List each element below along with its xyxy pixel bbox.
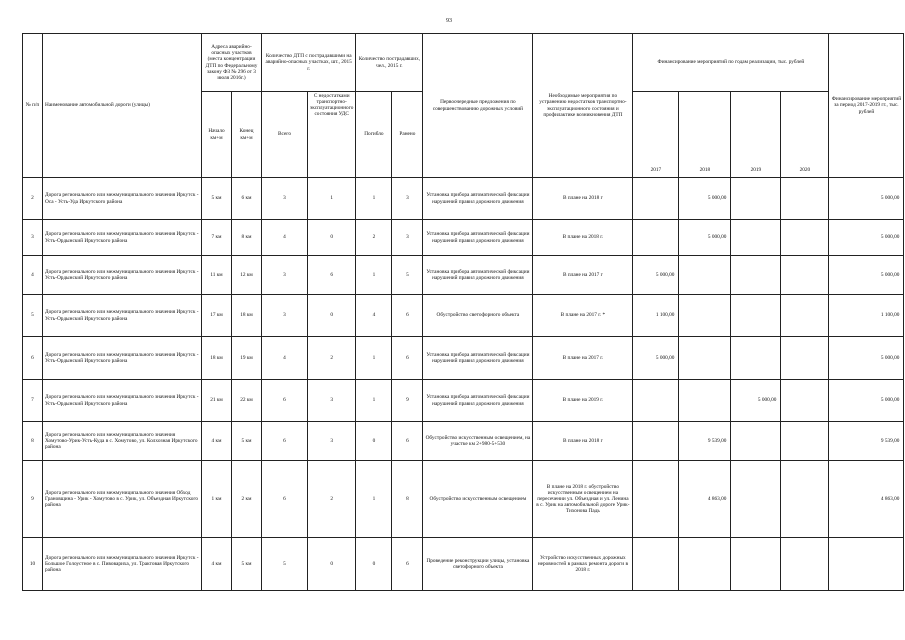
row-financing-2020 [781,295,829,337]
row-accidents-udc: 3 [308,422,356,461]
row-proposal: Проведение реконструкции улицы, установка светофорного объекта [423,538,533,591]
row-financing-2020 [781,380,829,422]
row-start-km: 4 км [202,538,232,591]
row-financing-total: 1 100,00 [829,295,904,337]
row-end-km: 12 км [232,256,262,295]
row-proposal: Обустройство искусственным освещением [423,461,533,538]
table-row [23,422,904,461]
row-killed: 1 [356,256,392,295]
row-injured: 3 [392,220,423,256]
row-financing-2018 [679,256,731,295]
row-accidents-total: 6 [262,380,308,422]
row-injured: 8 [392,461,423,538]
row-end-km: 18 км [232,295,262,337]
row-start-km: 18 км [202,337,232,380]
header-start-km: Начало км+м [202,92,232,178]
row-killed: 2 [356,220,392,256]
row-financing-2017 [633,380,679,422]
row-end-km: 2 км [232,461,262,538]
row-road-name: Дорога регионального или межмуниципального значения Иркутск - Усть-Ордынский Иркутского района [43,220,202,256]
row-num: 6 [23,337,43,380]
row-road-name: Дорога регионального или межмуниципального значения Иркутск - Усть-Ордынский Иркутского района [43,256,202,295]
row-num: 4 [23,256,43,295]
row-injured: 3 [392,178,423,220]
row-financing-2019 [731,256,781,295]
row-killed: 1 [356,461,392,538]
header-year-2019: 2019 [731,92,781,178]
row-start-km: 17 км [202,295,232,337]
row-accidents-total: 4 [262,220,308,256]
row-financing-2020 [781,337,829,380]
row-num: 2 [23,178,43,220]
row-financing-2017 [633,422,679,461]
row-num: 7 [23,380,43,422]
row-road-name: Дорога регионального или межмуниципального значения Хомутово-Урик-Усть-Куда в с. Хомутово, ул. Колхозная Иркутского района [43,422,202,461]
row-financing-2019 [731,422,781,461]
row-start-km: 7 км [202,220,232,256]
row-financing-2019 [731,220,781,256]
row-financing-total: 5 000,00 [829,178,904,220]
row-killed: 1 [356,380,392,422]
row-financing-total [829,538,904,591]
header-victims: Количество пострадавших, чел., 2015 г. [356,34,423,92]
row-financing-2019: 5 000,00 [731,380,781,422]
row-accidents-total: 6 [262,461,308,538]
row-accidents-udc: 2 [308,337,356,380]
row-end-km: 5 км [232,422,262,461]
row-financing-2018: 5 000,00 [679,178,731,220]
row-measure: В плане на 2017 г. * [533,295,633,337]
row-accidents-udc: 0 [308,295,356,337]
row-financing-2018: 5 000,00 [679,220,731,256]
table-row [23,256,904,295]
row-accidents-total: 6 [262,422,308,461]
row-end-km: 22 км [232,380,262,422]
row-proposal: Обустройство искусственным освещением, на участке км 2+980-5+530 [423,422,533,461]
header-measures: Необходимые мероприятия по устранению недостатков транспортно-эксплуатационного состояния и профилактике возникновения ДТП [533,34,633,178]
row-financing-2018 [679,337,731,380]
row-num: 5 [23,295,43,337]
row-injured: 6 [392,538,423,591]
header-injured: Ранено [392,92,423,178]
row-road-name: Дорога регионального или межмуниципального значения Иркутск - Оса - Усть-Уда Иркутского района [43,178,202,220]
row-financing-total: 9 539,00 [829,422,904,461]
header-financing-total: Финансирование мероприятий за период 2017-2019 гг., тыс. рублей [829,34,904,178]
row-measure: В плане на 2018 г [533,422,633,461]
row-accidents-total: 3 [262,256,308,295]
row-measure: Устройство искусственных дорожных неровностей в рамках ремонта дороги в 2018 г. [533,538,633,591]
row-financing-2020 [781,538,829,591]
row-killed: 0 [356,538,392,591]
row-num: 10 [23,538,43,591]
row-num: 8 [23,422,43,461]
row-financing-2018: 9 539,00 [679,422,731,461]
row-accidents-udc: 1 [308,178,356,220]
row-road-name: Дорога регионального или межмуниципального значения Иркутск - Усть-Ордынский Иркутского района [43,380,202,422]
row-measure: В плане на 2018 г [533,178,633,220]
row-measure: В плане на 2018 г. [533,220,633,256]
header-accidents-total: Всего [262,92,308,178]
row-road-name: Дорога регионального или межмуниципального значения Иркутск - Усть-Ордынский Иркутского района [43,295,202,337]
row-killed: 1 [356,337,392,380]
row-end-km: 6 км [232,178,262,220]
row-measure: В плане на 2017 г. [533,337,633,380]
row-measure: В плане на 2019 г. [533,380,633,422]
row-accidents-udc: 3 [308,380,356,422]
row-start-km: 4 км [202,422,232,461]
row-road-name: Дорога регионального или межмуниципального значения Обход Грановщина - Урик - Хомутово в с. Урик, ул. Объездная Иркутского района [43,461,202,538]
row-num: 3 [23,220,43,256]
row-financing-total: 5 000,00 [829,380,904,422]
row-financing-2019 [731,461,781,538]
row-num: 9 [23,461,43,538]
row-financing-total: 5 000,00 [829,337,904,380]
header-accidents: Количество ДТП с пострадавшими на аварийно-опасных участках, шт., 2015 г. [262,34,356,92]
row-proposal: Установка прибора автоматической фиксации нарушений правил дорожного движения [423,256,533,295]
row-accidents-udc: 6 [308,256,356,295]
table-row [23,538,904,591]
row-injured: 6 [392,422,423,461]
row-accidents-total: 3 [262,178,308,220]
table-row [23,295,904,337]
row-financing-2020 [781,256,829,295]
row-killed: 4 [356,295,392,337]
header-accidents-udc: С недостатками транспортно-эксплуатационного состояния УДС [308,92,356,178]
row-start-km: 11 км [202,256,232,295]
row-end-km: 8 км [232,220,262,256]
row-accidents-total: 4 [262,337,308,380]
row-killed: 0 [356,422,392,461]
row-start-km: 5 км [202,178,232,220]
header-financing: Финансирование мероприятий по годам реализации, тыс. рублей [633,34,829,92]
row-end-km: 5 км [232,538,262,591]
table-row [23,380,904,422]
row-proposal: Установка прибора автоматической фиксации нарушений правил дорожного движения [423,220,533,256]
row-killed: 1 [356,178,392,220]
row-financing-2017 [633,178,679,220]
row-financing-2017 [633,220,679,256]
row-financing-total: 5 000,00 [829,220,904,256]
row-financing-2019 [731,295,781,337]
header-year-2020: 2020 [781,92,829,178]
row-financing-2017: 5 000,00 [633,337,679,380]
header-year-2018: 2018 [679,92,731,178]
row-financing-2020 [781,178,829,220]
header-killed: Погибло [356,92,392,178]
row-financing-2018 [679,295,731,337]
row-financing-2017 [633,461,679,538]
row-accidents-udc: 2 [308,461,356,538]
row-road-name: Дорога регионального или межмуниципального значения Иркутск - Усть-Ордынский Иркутского района [43,337,202,380]
row-financing-2020 [781,461,829,538]
row-financing-2018 [679,538,731,591]
table-row [23,337,904,380]
header-year-2017: 2017 [633,92,679,178]
row-financing-2020 [781,220,829,256]
row-financing-total: 4 863,00 [829,461,904,538]
road-safety-table [22,33,904,591]
row-financing-2019 [731,337,781,380]
row-financing-total: 5 000,00 [829,256,904,295]
table-row [23,220,904,256]
table-row [23,178,904,220]
row-financing-2020 [781,422,829,461]
row-financing-2019 [731,178,781,220]
row-financing-2018 [679,380,731,422]
header-end-km: Конец км+м [232,92,262,178]
row-injured: 6 [392,337,423,380]
row-financing-2017: 5 000,00 [633,256,679,295]
row-proposal: Установка прибора автоматической фиксации нарушений правил дорожного движения [423,337,533,380]
row-start-km: 1 км [202,461,232,538]
row-injured: 9 [392,380,423,422]
row-financing-2017 [633,538,679,591]
row-injured: 6 [392,295,423,337]
row-accidents-total: 5 [262,538,308,591]
row-proposal: Установка прибора автоматической фиксации нарушений правил дорожного движения [423,380,533,422]
row-measure: В плане на 2018 г. обустройство искусственным освещением на пересечении ул. Объездная и ул. Ленина в с. Урик на автомобильной дороге Урик-Тихонова Падь [533,461,633,538]
table-row [23,461,904,538]
row-start-km: 21 км [202,380,232,422]
row-proposal: Установка прибора автоматической фиксации нарушений правил дорожного движения [423,178,533,220]
header-primary-proposals: Первоочередные предложения по совершенствованию дорожных условий [423,34,533,178]
page-number: 93 [446,18,452,24]
row-injured: 5 [392,256,423,295]
header-num: № п/п [23,34,43,178]
row-financing-2018: 4 863,00 [679,461,731,538]
header-road-name: Наименование автомобильной дороги (улицы) [43,34,202,178]
row-proposal: Обустройство светофорного объекта [423,295,533,337]
row-financing-2019 [731,538,781,591]
row-end-km: 19 км [232,337,262,380]
row-measure: В плане на 2017 г [533,256,633,295]
row-accidents-udc: 0 [308,538,356,591]
row-financing-2017: 1 100,00 [633,295,679,337]
header-addresses: Адреса аварийно-опасных участков (места концентрации ДТП по Федеральному закону ФЗ № 296 от 3 июля 2016г.) [202,34,262,92]
row-road-name: Дорога регионального или межмуниципального значения Иркутск - Большое Голоустное в с. Пивовариха, ул. Трактовая Иркутского района [43,538,202,591]
row-accidents-total: 3 [262,295,308,337]
row-accidents-udc: 0 [308,220,356,256]
